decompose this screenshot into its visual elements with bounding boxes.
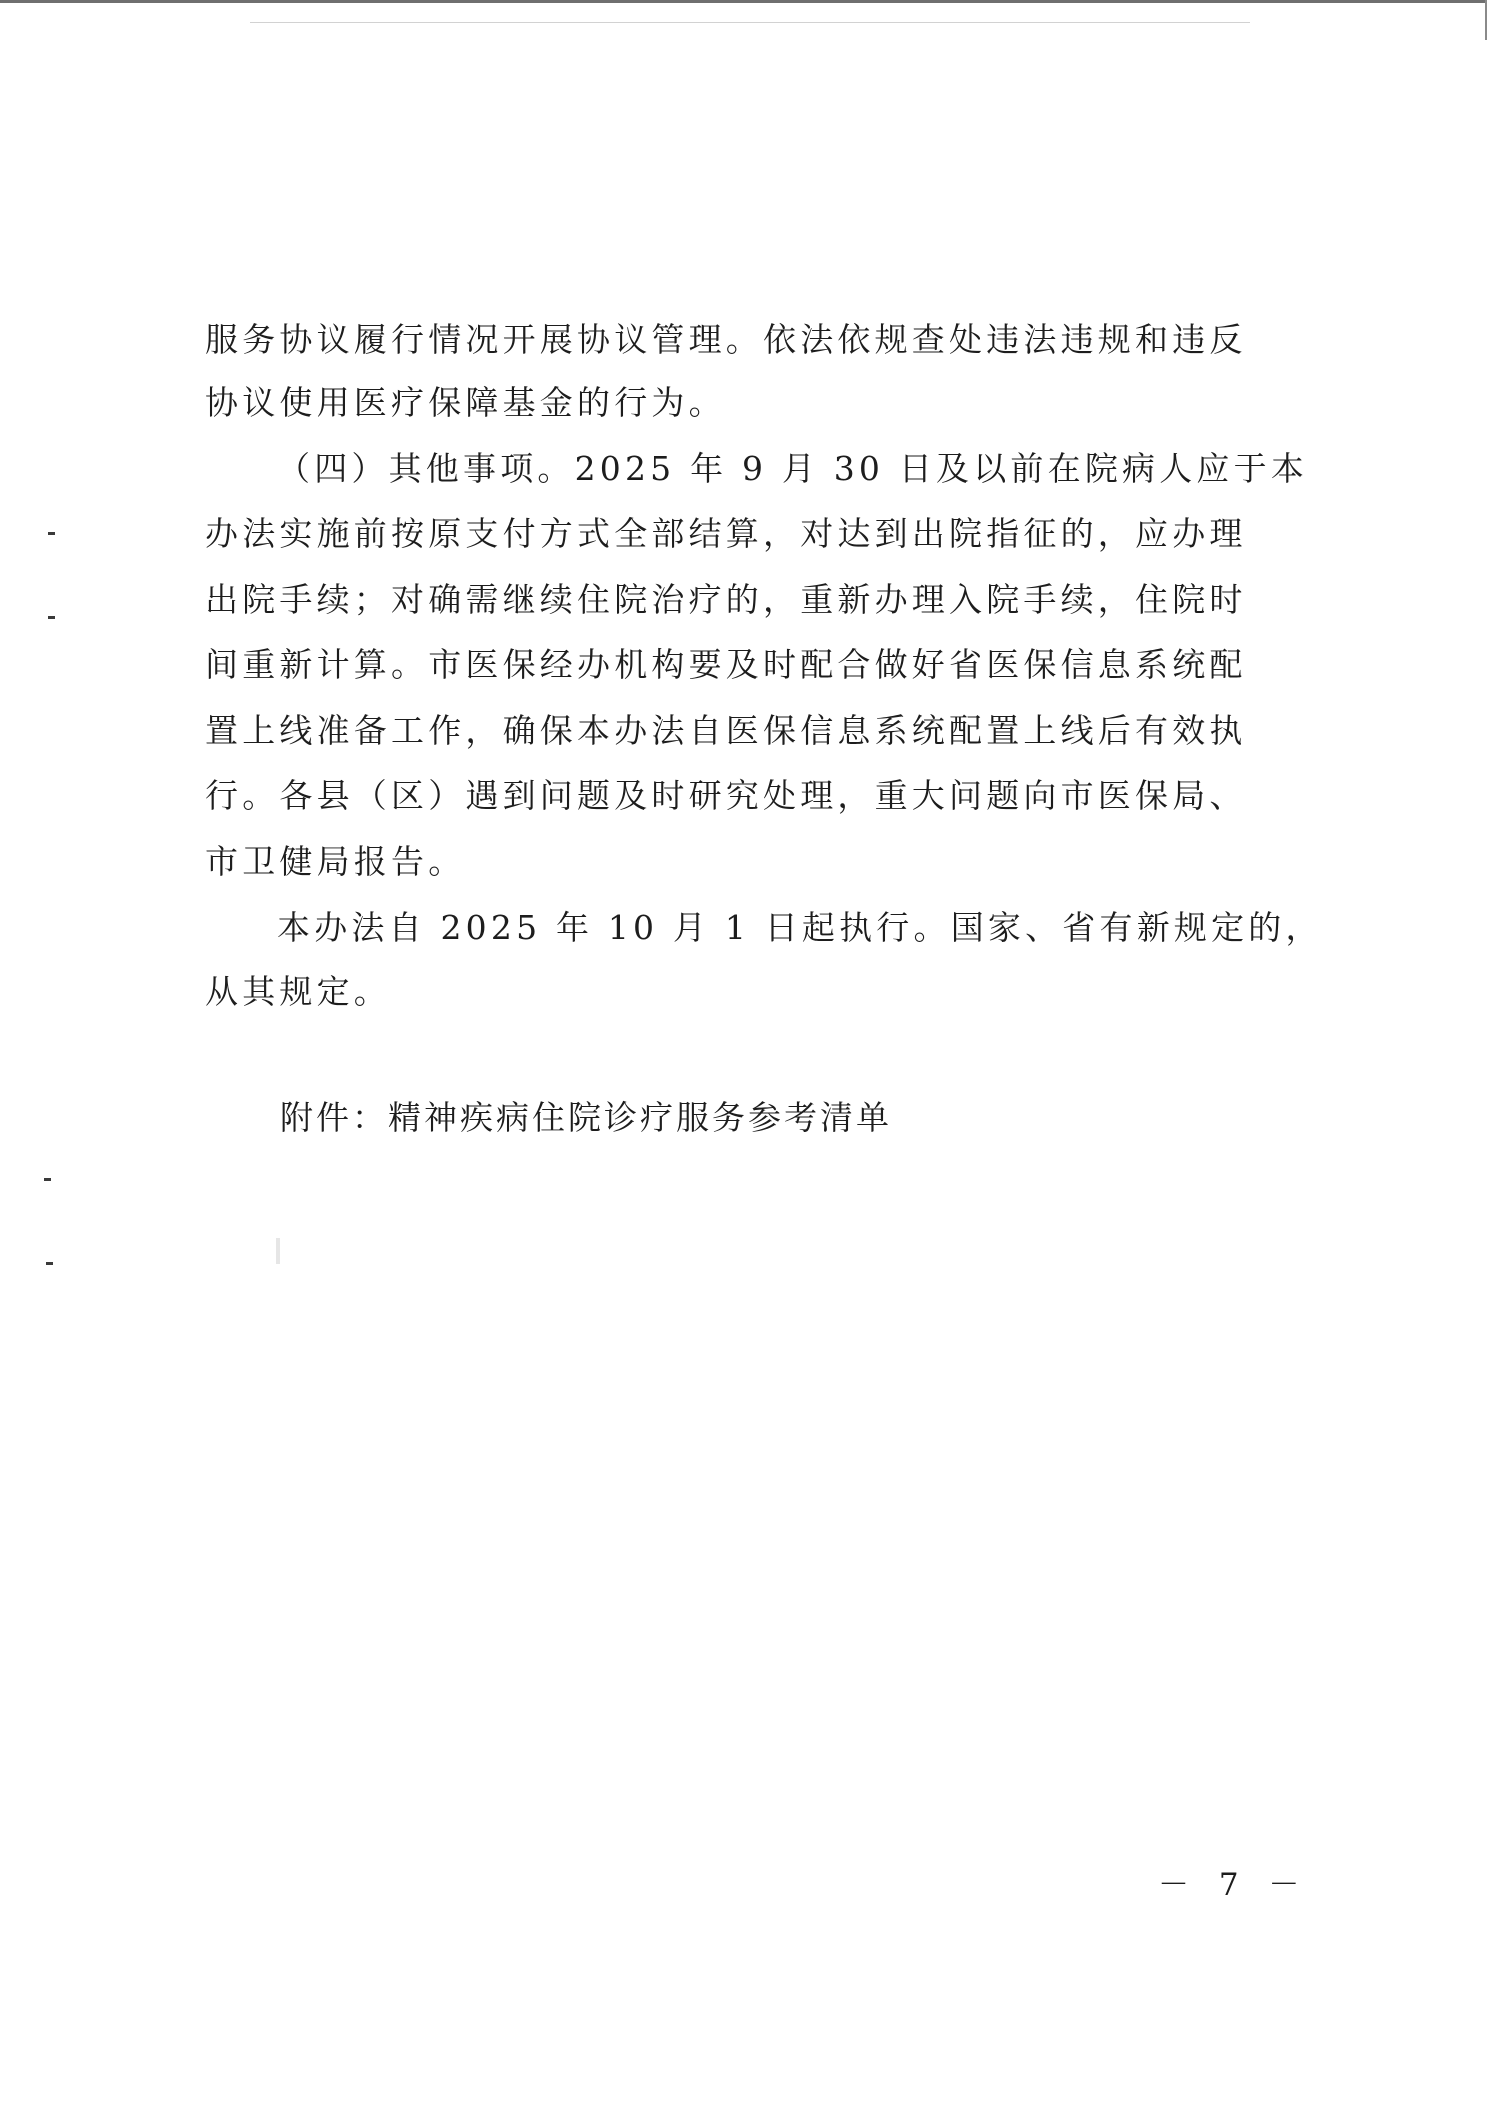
body-line-8: 行。各县（区）遇到问题及时研究处理，重大问题向市医保局、	[205, 776, 1247, 815]
body-line-11: 从其规定。	[205, 972, 391, 1011]
scan-top-faint-line	[250, 22, 1250, 23]
attachment-note: 附件：精神疾病住院诊疗服务参考清单	[280, 1098, 892, 1137]
binding-mark	[46, 1262, 53, 1265]
body-line-4: 办法实施前按原支付方式全部结算，对达到出院指征的，应办理	[205, 514, 1247, 553]
body-line-7: 置上线准备工作，确保本办法自医保信息系统配置上线后有效执	[205, 711, 1247, 750]
page-number: － 7 －	[1158, 1867, 1310, 1903]
body-line-2: 协议使用医疗保障基金的行为。	[205, 383, 726, 422]
binding-mark	[48, 616, 55, 619]
scan-top-edge	[0, 0, 1487, 3]
scan-smudge	[276, 1238, 280, 1264]
body-line-5: 出院手续；对确需继续住院治疗的，重新办理入院手续，住院时	[205, 580, 1247, 619]
binding-mark	[48, 532, 55, 535]
body-line-6: 间重新计算。市医保经办机构要及时配合做好省医保信息系统配	[205, 645, 1247, 684]
effective-date-line: 本办法自 2025 年 10 月 1 日起执行。国家、省有新规定的，	[277, 908, 1323, 947]
binding-mark	[44, 1178, 51, 1181]
body-line-9: 市卫健局报告。	[205, 842, 466, 881]
section-four-heading-line: （四）其他事项。2025 年 9 月 30 日及以前在院病人应于本	[277, 449, 1309, 488]
body-line-1: 服务协议履行情况开展协议管理。依法依规查处违法违规和违反	[205, 320, 1247, 359]
